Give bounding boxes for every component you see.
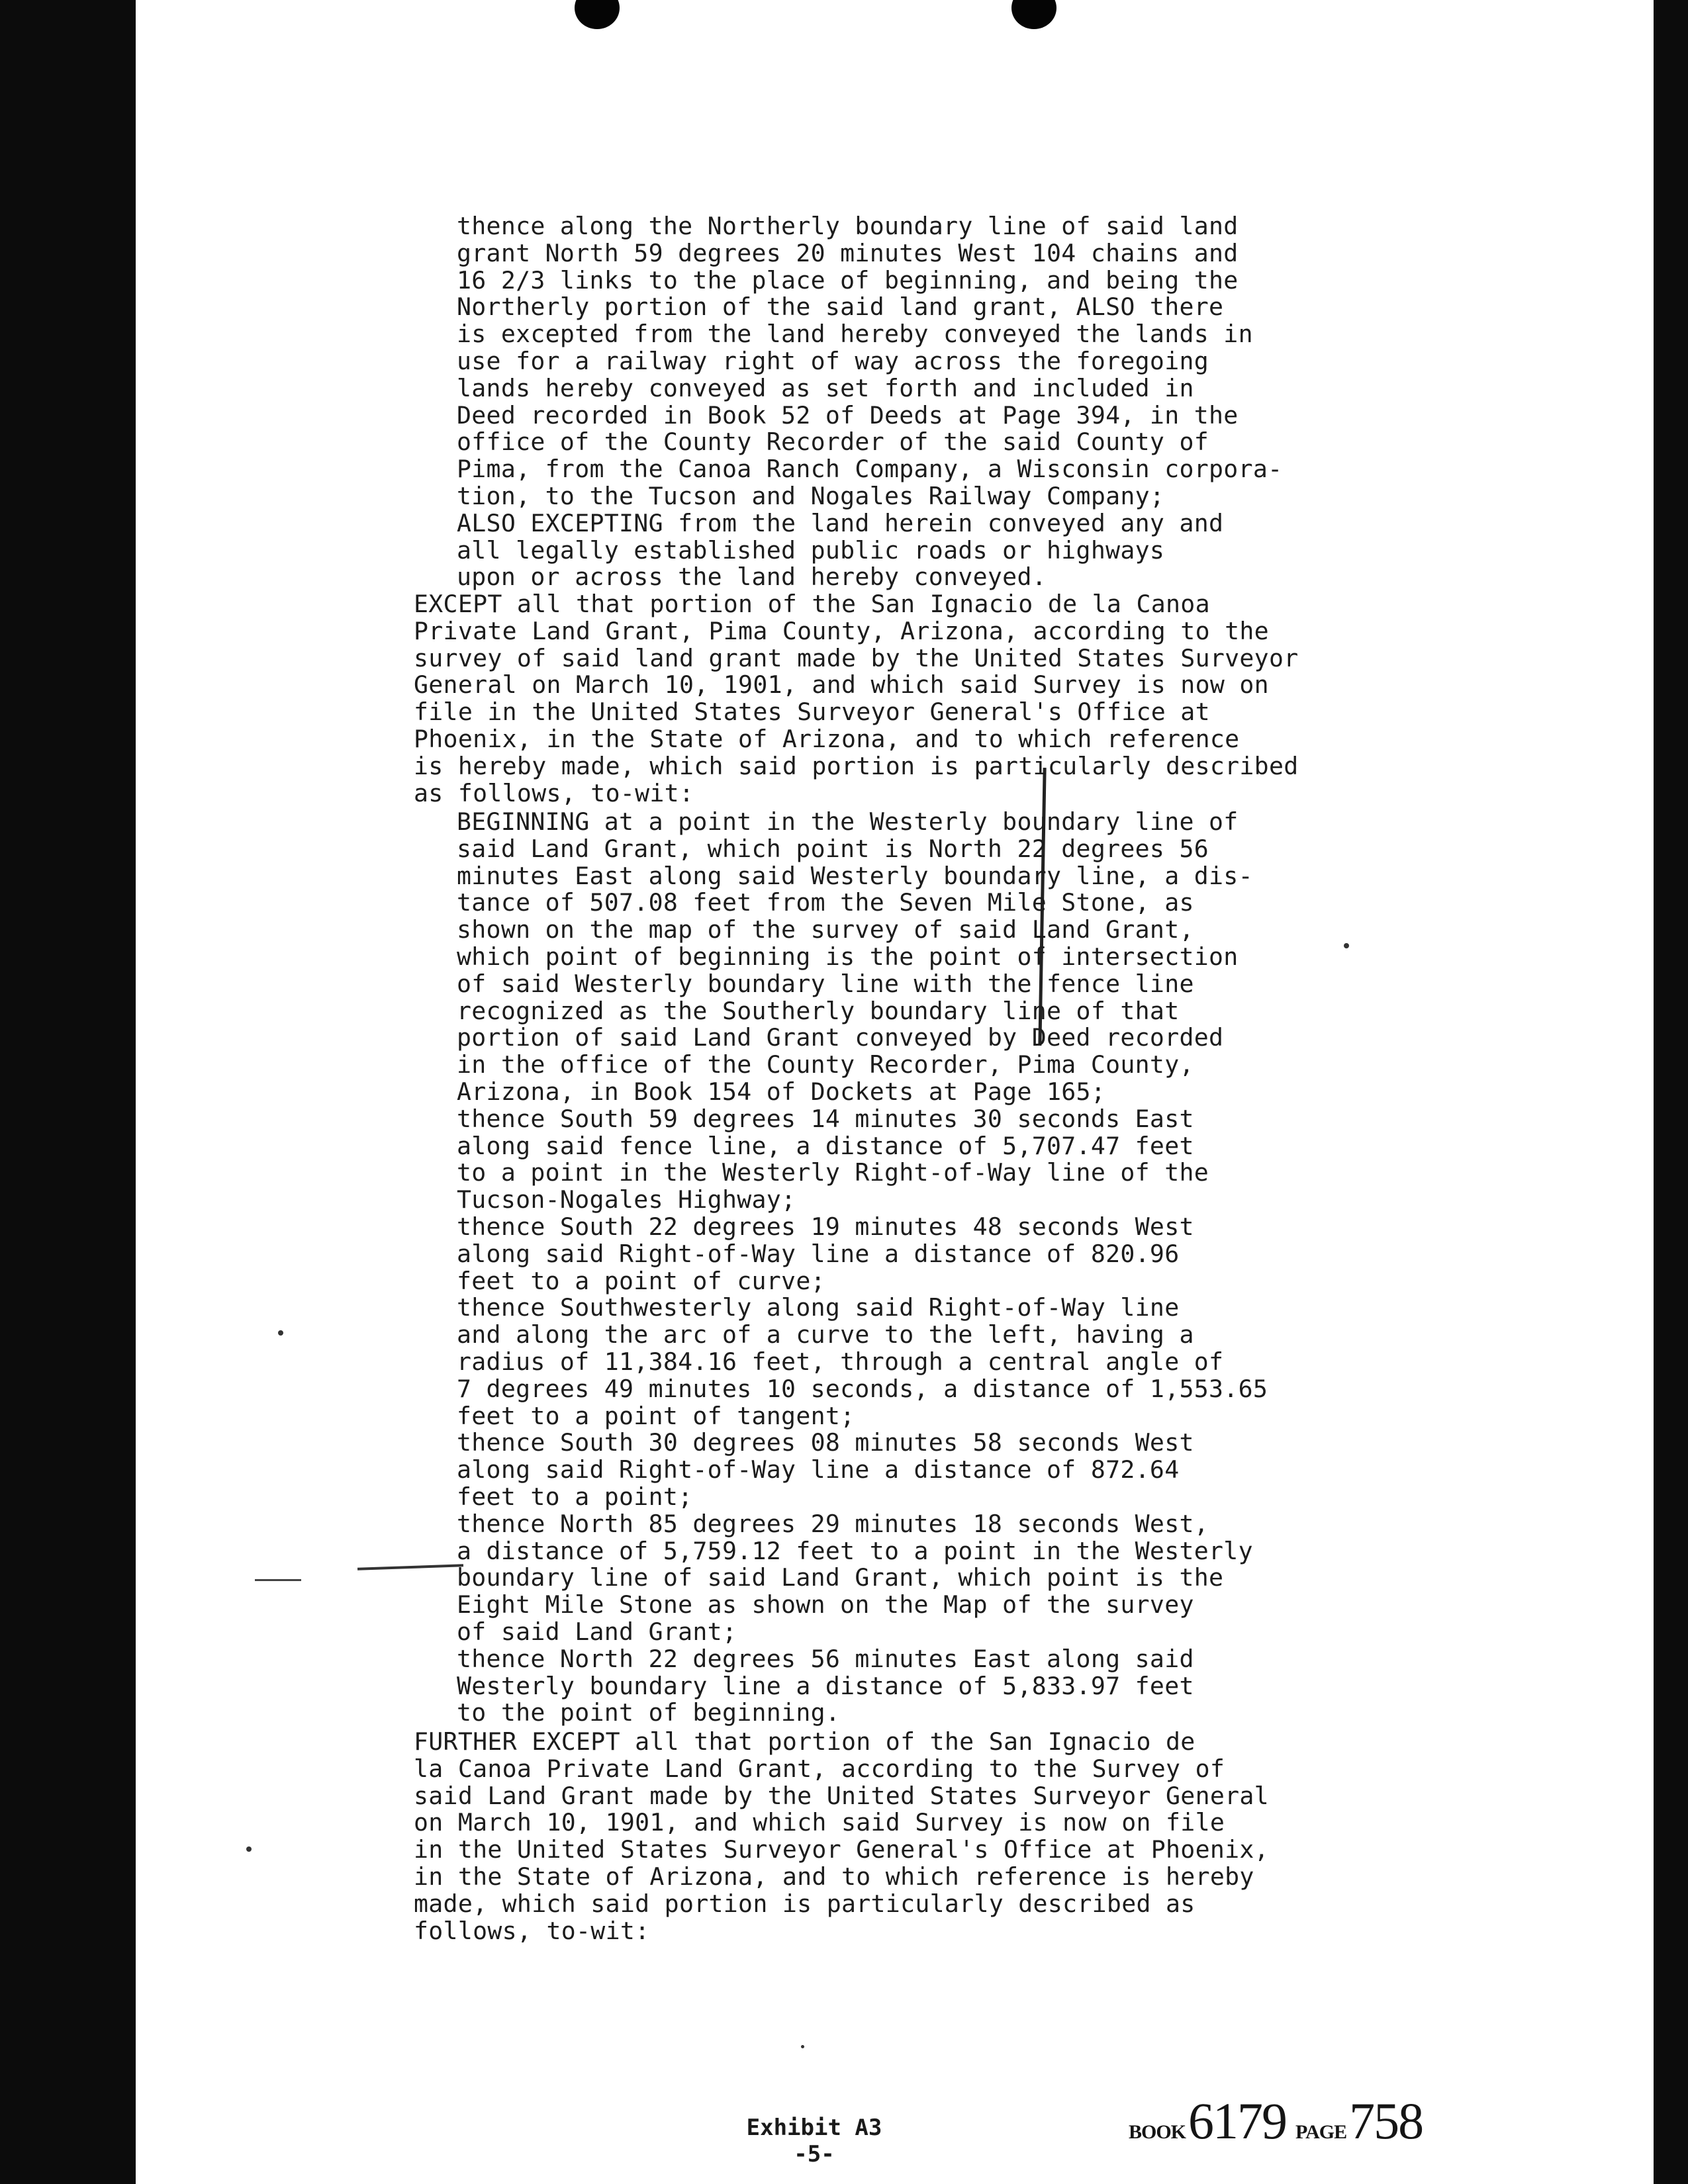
page-number: -5-	[794, 2141, 835, 2167]
page-label: PAGE	[1295, 2121, 1347, 2143]
book-number: 6179	[1188, 2092, 1287, 2150]
handwritten-stroke	[357, 1564, 463, 1570]
scan-speck	[246, 1846, 252, 1852]
scan-left-border	[0, 0, 136, 2184]
book-page-number: 758	[1349, 2092, 1423, 2150]
punch-hole-right	[1011, 0, 1056, 29]
handwritten-stroke	[255, 1579, 301, 1581]
exhibit-label: Exhibit A3	[746, 2115, 882, 2141]
further-except-paragraph: FURTHER EXCEPT all that portion of the San Ignacio de la Canoa Private Land Grant, according to the Survey of said Land Grant made by the United States Surveyor General on March 10, 1901, and which said Survey is now on file in the United States Surveyor General's Office at Phoenix, in the State of Arizona, and to which reference is hereby made, which said portion is particularly described as follows, to-wit:	[414, 1727, 1269, 1945]
scan-speck	[278, 1330, 283, 1336]
scan-speck	[801, 2045, 804, 2048]
except-paragraph: EXCEPT all that portion of the San Ignacio de la Canoa Private Land Grant, Pima County, Arizona, according to the survey of said land grant made by the United States Surveyor General on March 10, 1901, and which said Survey is now on file in the United States Surveyor General's Office at Phoenix, in the State of Arizona, and to which reference is hereby made, which said portion is particularly described as follows, to-wit:	[414, 590, 1299, 807]
page-footer	[731, 2115, 897, 2167]
beginning-paragraph: BEGINNING at a point in the Westerly boundary line of said Land Grant, which point is North 22 degrees 56 minutes East along said Westerly boundary line, a dis- tance of 507.08 feet from the Seven Mile Stone, as shown on the map of the survey of said Land Grant, which point of beginning is the point of intersection of said Westerly boundary line with the fence line recognized as the Southerly boundary line of that portion of said Land Grant conveyed by Deed recorded in the office of the County Recorder, Pima County, Arizona, in Book 154 of Dockets at Page 165; thence South 59 degrees 14 minutes 30 seconds East along said fence line, a distance of 5,707.47 feet to a point in the Westerly Right-of-Way line of the Tucson-Nogales Highway; thence South 22 degrees 19 minutes 48 seconds West along said Right-of-Way line a distance of 820.96 feet to a point of curve; thence Southwesterly along said Right-of-Way line and along the arc of a curve to the left, having a radius of 11,384.16 feet, through a central angle of 7 degrees 49 minutes 10 seconds, a distance of 1,553.65 feet to a point of tangent; thence South 30 degrees 08 minutes 58 seconds West along said Right-of-Way line a distance of 872.64 feet to a point; thence North 85 degrees 29 minutes 18 seconds West, a distance of 5,759.12 feet to a point in the Westerly boundary line of said Land Grant, which point is the Eight Mile Stone as shown on the Map of the survey of said Land Grant; thence North 22 degrees 56 minutes East along said Westerly boundary line a distance of 5,833.97 feet to the point of beginning.	[457, 807, 1268, 1727]
book-page-stamp	[1129, 2091, 1432, 2151]
punch-hole-left	[575, 0, 620, 29]
legal-description-paragraph-1: thence along the Northerly boundary line of said land grant North 59 degrees 20 minutes West 104 chains and 16 2/3 links to the place of beginning, and being the Northerly portion of the said land grant, ALSO there is excepted from the land hereby conveyed the lands in use for a railway right of way across the foregoing lands hereby conveyed as set forth and included in Deed recorded in Book 52 of Deeds at Page 394, in the office of the County Recorder of the said County of Pima, from the Canoa Ranch Company, a Wisconsin corpora- tion, to the Tucson and Nogales Railway Company; ALSO EXCEPTING from the land herein conveyed any and all legally established public roads or highways upon or across the land hereby conveyed.	[457, 212, 1283, 592]
scan-right-border	[1654, 0, 1688, 2184]
book-label: BOOK	[1129, 2121, 1186, 2143]
scan-speck	[1344, 943, 1349, 948]
